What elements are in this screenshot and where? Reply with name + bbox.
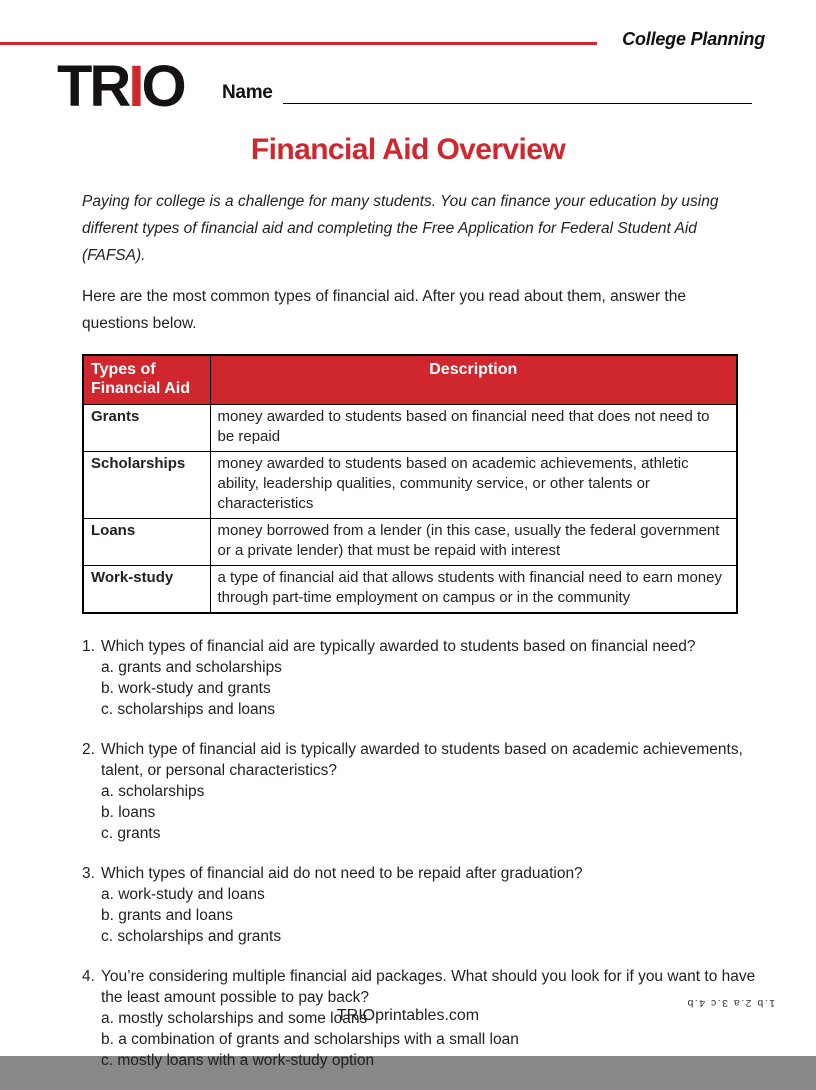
intro-paragraph: Here are the most common types of financial aid. After you read about them, answer the questions below. [82,288,686,332]
financial-aid-table [82,354,738,614]
table-row [83,566,737,614]
question-text: Which type of financial aid is typically awarded to students based on academic achievements, talent, or personal characteristics? [101,741,743,779]
question-number: 4. [82,968,95,985]
table-row [83,405,737,452]
table-row [83,519,737,566]
aid-description-cell: a type of financial aid that allows students with financial need to earn money through part-time employment on campus or in the community [210,566,737,614]
answer-option: a. mostly scholarships and some loans [101,1010,368,1027]
answer-option: c. mostly loans with a work-study option [101,1052,375,1069]
answer-option: b. grants and loans [101,907,233,924]
logo-part1: TR [57,54,129,119]
question-number: 1. [82,638,95,655]
intro-paragraph-italic: Paying for college is a challenge for many students. You can finance your education by using different types of financial aid and completing the Free Application for Federal Student Aid (FAFSA). [82,193,719,264]
aid-type-cell: Scholarships [83,452,210,519]
question-number: 3. [82,865,95,882]
question-text-line [82,966,772,1008]
column-header-description: Description [210,355,737,405]
question-text-line [82,863,772,884]
table-row [83,452,737,519]
question-text: Which types of financial aid are typically awarded to students based on financial need? [101,638,696,655]
question-1 [82,636,772,720]
question-text-line [82,636,772,657]
footer-url: TRIOprintables.com [336,1007,480,1024]
answer-key-upside-down: 1.b 2.a 3.c 4.b [685,997,775,1009]
question-text-line [82,739,772,781]
column-header-types: Types of Financial Aid [83,355,210,405]
aid-description-cell: money awarded to students based on financial need that does not need to be repaid [210,405,737,452]
aid-description-cell: money borrowed from a lender (in this case, usually the federal government or a private lender) that must be repaid with interest [210,519,737,566]
question-number: 2. [82,741,95,758]
table-header-row [83,355,737,405]
logo-part2: O [141,54,184,119]
aid-description-cell: money awarded to students based on academic achievements, athletic ability, leadership qualities, community service, or other talents or characteristics [210,452,737,519]
content-area [82,188,772,1090]
page-title: Financial Aid Overview [250,133,566,166]
question-3 [82,863,772,947]
answer-option: a. scholarships [101,783,205,800]
answer-option: c. scholarships and grants [101,928,282,945]
name-blank-line [283,80,752,104]
aid-type-cell: Loans [83,519,210,566]
aid-type-cell: Grants [83,405,210,452]
question-2 [82,739,772,844]
answer-option: c. grants [101,825,161,842]
header-rule [0,42,597,45]
category-label: College Planning [622,29,765,49]
answer-option: b. a combination of grants and scholarships with a small loan [101,1031,519,1048]
trio-logo [57,54,184,119]
answer-option: a. grants and scholarships [101,659,282,676]
question-text: You’re considering multiple financial aid packages. What should you look for if you want to have the least amount possible to pay back? [101,968,756,1006]
answer-option: a. work-study and loans [101,886,265,903]
question-text: Which types of financial aid do not need to be repaid after graduation? [101,865,583,882]
answer-option: b. work-study and grants [101,680,271,697]
answer-option: b. loans [101,804,156,821]
aid-type-cell: Work-study [83,566,210,614]
name-row [222,80,752,104]
name-label: Name [222,82,273,103]
answer-option: c. scholarships and loans [101,701,276,718]
logo-accent-letter: I [128,54,142,119]
